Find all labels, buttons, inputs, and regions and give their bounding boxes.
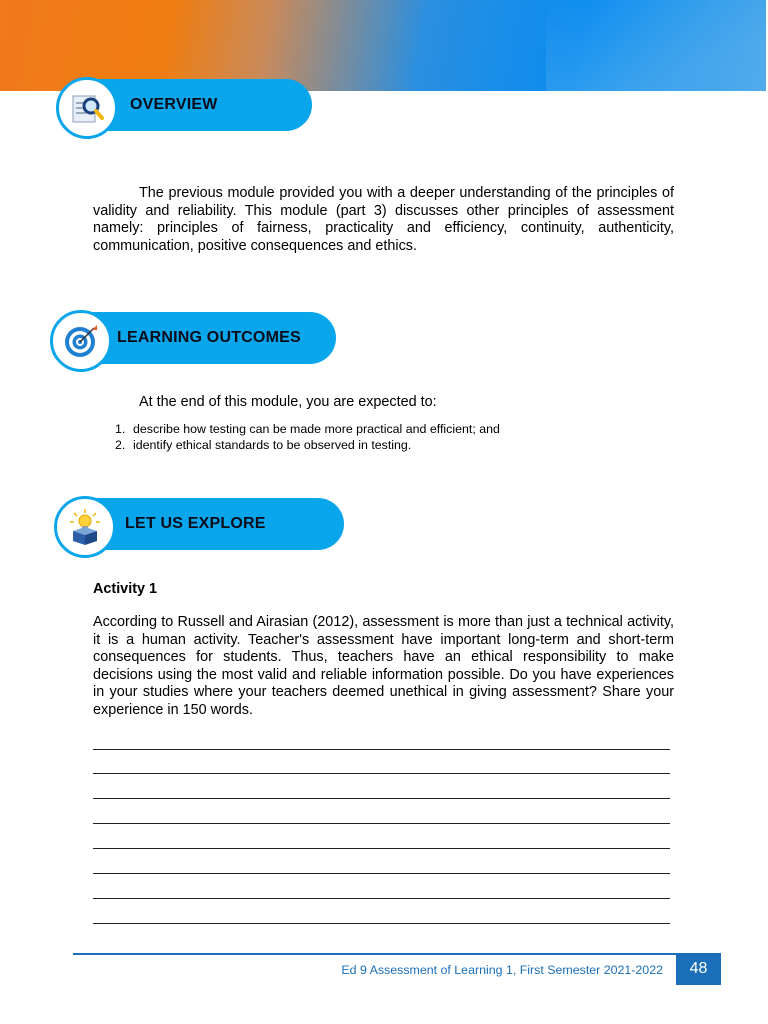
magnifier-document-icon — [67, 88, 107, 128]
overview-paragraph: The previous module provided you with a deeper understanding of the principles of validity and reliability. This module (part 3) discusses other principles of assessment namely: principles of fairness, practicality and efficiency, continuity, authenticity, communication, positive consequences and ethics. — [93, 185, 674, 254]
footer-course: Ed 9 Assessment of Learning 1, First Semester 2021-2022 — [341, 963, 663, 977]
outcomes-intro: At the end of this module, you are expected to: — [139, 394, 437, 410]
activity-paragraph: According to Russell and Airasian (2012), assessment is more than just a technical activity, it is a human activity. Teacher's assessment have important long-term and short-term consequences for students. Thus, teachers have an ethical responsibility to make decisions using the most valid and reliable information possible. Do you have experiences in your studies where your teachers deemed unethical in giving assessment? Share your experience in 150 words. — [93, 614, 674, 718]
outcome-item — [115, 422, 500, 438]
outcomes-title: LEARNING OUTCOMES — [117, 329, 301, 346]
explore-icon-badge — [54, 496, 116, 558]
outcome-number: 2. — [115, 437, 126, 452]
answer-line[interactable] — [93, 848, 670, 849]
outcomes-list — [115, 422, 500, 453]
footer-rule — [73, 953, 678, 955]
answer-line[interactable] — [93, 823, 670, 824]
outcome-text: describe how testing can be made more practical and efficient; and — [133, 422, 500, 436]
answer-line[interactable] — [93, 749, 670, 750]
outcome-text: identify ethical standards to be observed in testing. — [133, 437, 412, 452]
outcomes-icon-badge — [50, 310, 112, 372]
target-icon — [61, 321, 101, 361]
activity-title: Activity 1 — [93, 581, 157, 597]
answer-line[interactable] — [93, 773, 670, 774]
answer-line[interactable] — [93, 923, 670, 924]
page-number: 48 — [676, 953, 721, 985]
answer-line[interactable] — [93, 898, 670, 899]
answer-line[interactable] — [93, 873, 670, 874]
lightbulb-box-icon — [65, 507, 105, 547]
answer-line[interactable] — [93, 798, 670, 799]
overview-title: OVERVIEW — [130, 96, 218, 113]
overview-icon-badge — [56, 77, 118, 139]
outcome-number: 1. — [115, 422, 126, 436]
outcome-item — [115, 438, 500, 454]
explore-title: LET US EXPLORE — [125, 515, 266, 532]
header-banner — [0, 0, 766, 91]
